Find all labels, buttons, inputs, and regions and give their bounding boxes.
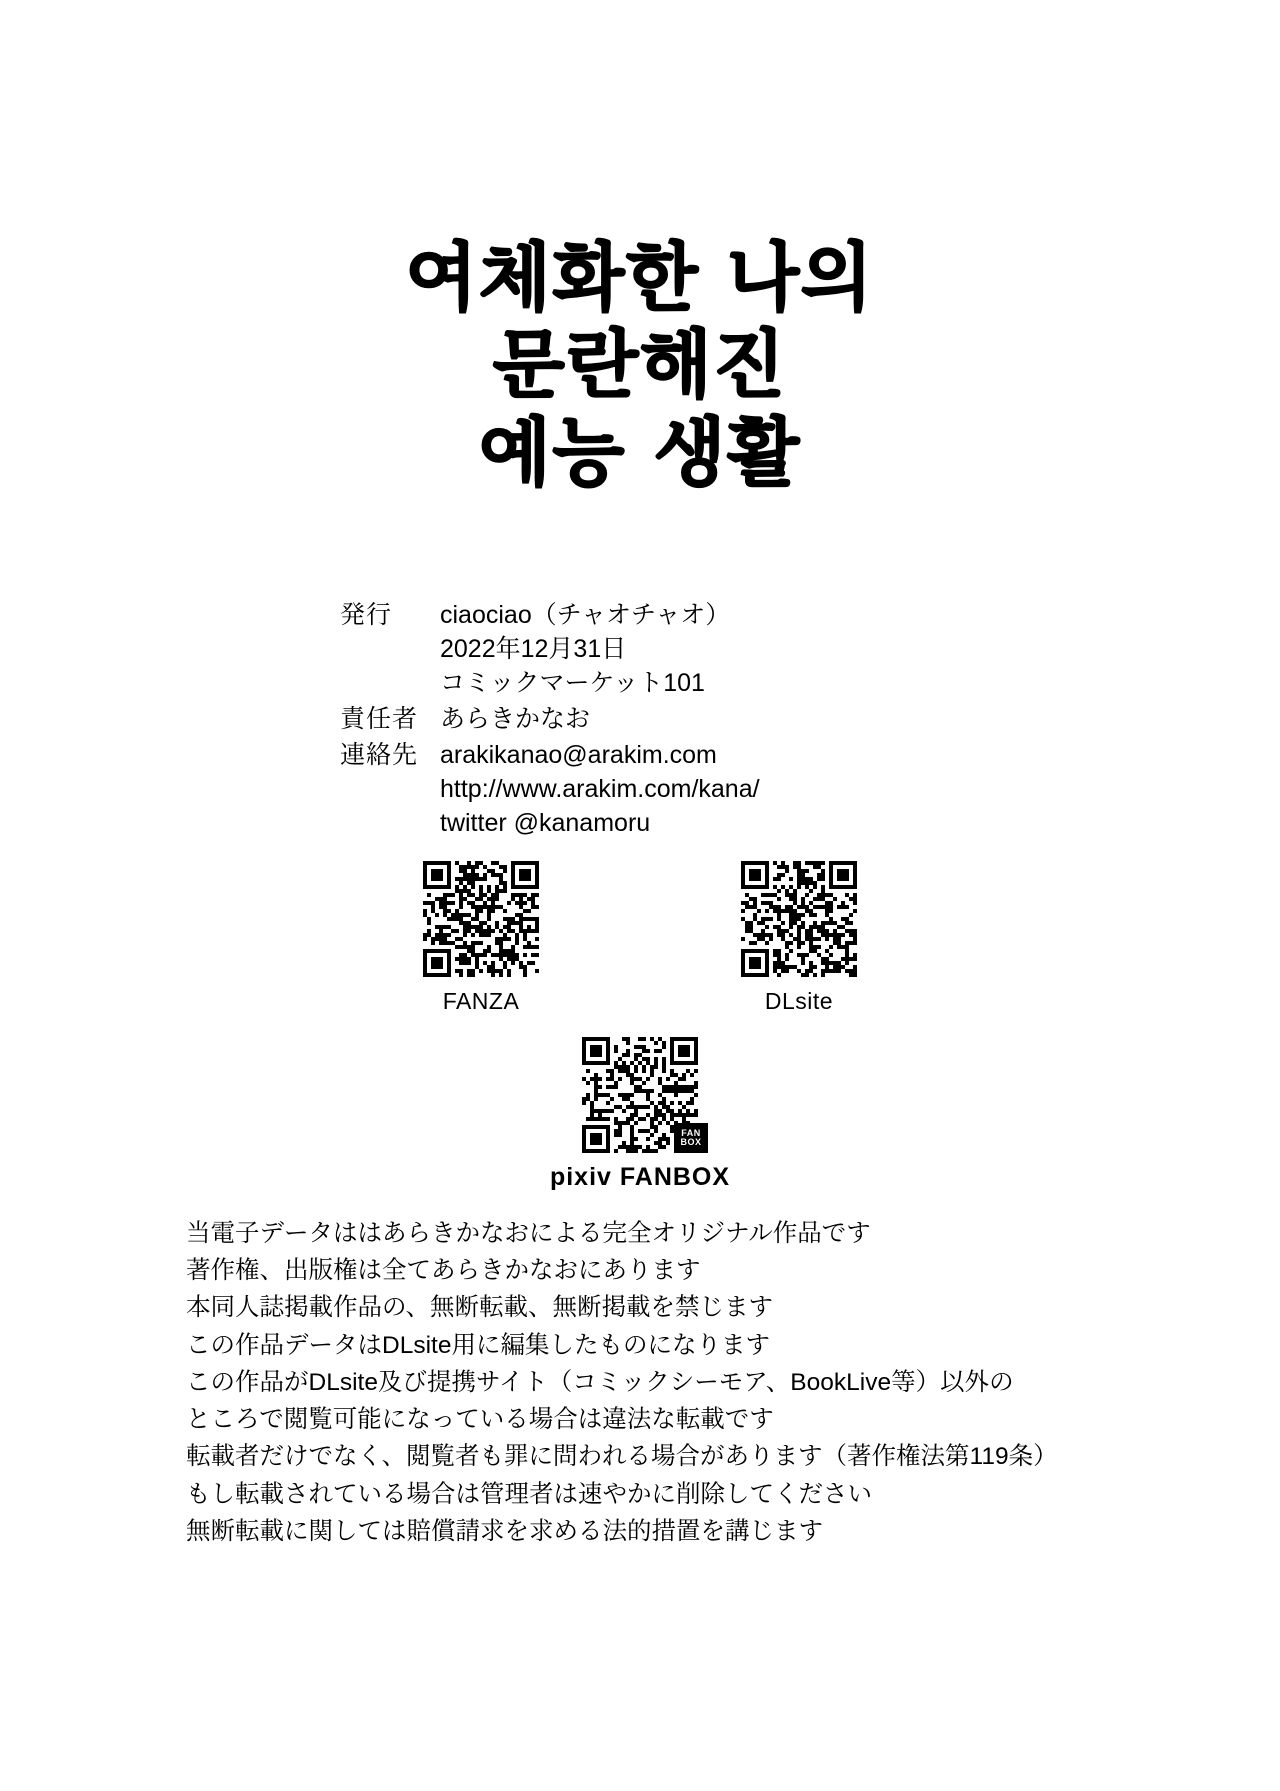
title-line-3: 예능 생활 [479, 409, 801, 496]
notice-line-5: この作品がDLsite及び提携サイト（コミックシーモア、BookLive等）以外の [186, 1368, 1014, 1396]
imprint-block [340, 598, 980, 842]
event-name: コミックマーケット101 [440, 669, 705, 697]
qr-caption-fanbox: pixiv FANBOX [549, 1163, 731, 1191]
fanbox-badge-line-2: BOX [680, 1137, 702, 1147]
qr-code-row [0, 860, 1280, 1015]
contact-website[interactable]: http://www.arakim.com/kana/ [440, 775, 760, 803]
imprint-label-publisher: 発行 [340, 601, 393, 629]
imprint-values-contact [440, 738, 980, 840]
publication-date: 2022年12月31日 [440, 635, 627, 663]
title-line-2: 문란해진 [493, 322, 787, 409]
qr-caption-fanza: FANZA [442, 988, 520, 1014]
fanbox-badge-icon [674, 1123, 708, 1153]
qr-code-dlsite-icon[interactable] [740, 860, 858, 978]
contact-email[interactable]: arakikanao@arakim.com [440, 741, 717, 769]
notice-line-3: 本同人誌掲載作品の、無断転載、無断掲載を禁じます [186, 1294, 774, 1322]
notice-line-2: 著作権、出版権は全てあらきかなおにあります [186, 1257, 701, 1285]
imprint-row-responsible [340, 702, 980, 736]
notice-line-4: この作品データはDLsite用に編集したものになります [186, 1331, 770, 1359]
imprint-values-publisher [440, 598, 980, 700]
responsible-person: あらきかなお [440, 705, 591, 733]
imprint-label-contact: 連絡先 [340, 741, 419, 769]
notice-line-9: 無断転載に関しては賠償請求を求める法的措置を講じます [186, 1517, 823, 1545]
imprint-row-contact [340, 738, 980, 840]
qr-item-fanza[interactable] [422, 860, 540, 1015]
notice-line-8: もし転載されている場合は管理者は速やかに削除してください [186, 1480, 872, 1508]
notice-line-6: ところで閲覧可能になっている場合は違法な転載です [186, 1406, 774, 1434]
imprint-row-publisher [340, 598, 980, 700]
fanbox-badge-line-1: FAN [681, 1127, 701, 1138]
notice-line-1: 当電子データははあらきかなおによる完全オリジナル作品です [186, 1220, 871, 1247]
publisher-name: ciaociao（チャオチャオ） [440, 601, 731, 629]
title-line-1: 여체화한 나의 [405, 235, 875, 321]
page-title [0, 235, 1280, 497]
qr-code-fanza-icon[interactable] [422, 860, 540, 978]
imprint-label-responsible: 責任者 [340, 705, 419, 733]
qr-item-dlsite[interactable] [740, 860, 858, 1015]
notice-line-7: 転載者だけでなく、閲覧者も罪に問われる場合があります（著作権法第119条） [186, 1443, 1058, 1471]
copyright-notice [186, 1215, 1126, 1550]
contact-twitter[interactable]: twitter @kanamoru [440, 809, 651, 837]
qr-caption-dlsite: DLsite [764, 988, 834, 1014]
qr-item-fanbox[interactable] [0, 1035, 1280, 1192]
imprint-values-responsible [440, 702, 980, 736]
